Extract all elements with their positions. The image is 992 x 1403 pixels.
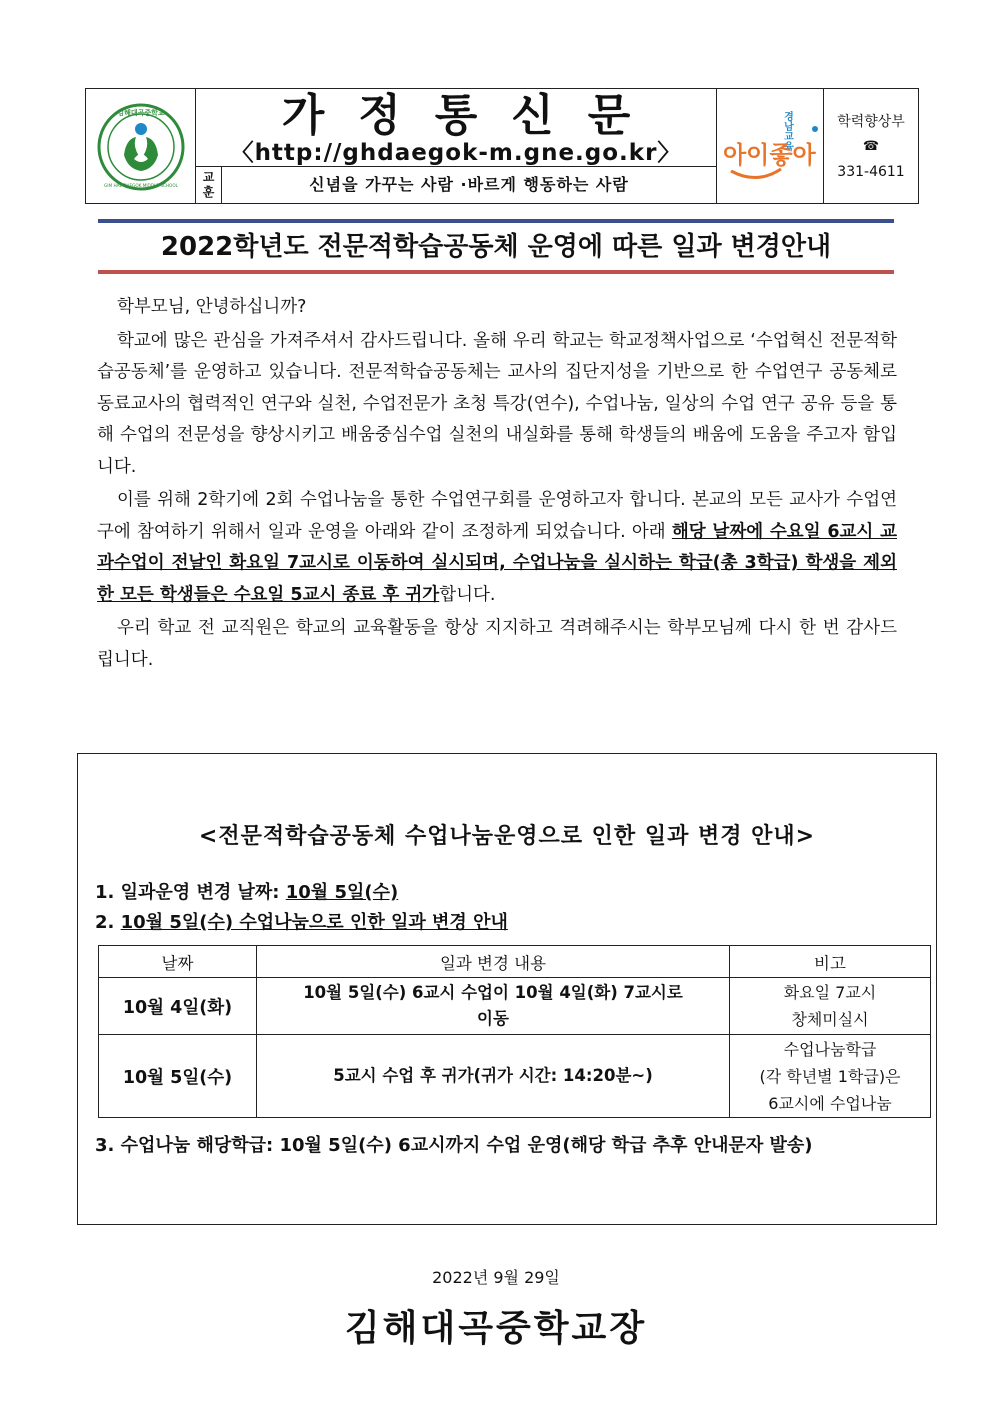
paragraph-3: 우리 학교 전 교직원은 학교의 교육활동을 항상 지지하고 격려해주시는 학부모님께 다시 한 번 감사드립니다. — [97, 618, 897, 670]
motto-label: 교 훈 — [196, 167, 222, 203]
svg-text:김해대곡중학교: 김해대곡중학교 — [117, 109, 165, 117]
department-cell — [824, 89, 918, 203]
brand-logo-cell — [716, 89, 824, 203]
emphasis-text: 해당 날짜에 수요일 6교시 교과수업이 전날인 화요일 7교시로 이동하여 실시되며, 수업나눔을 실시하는 학급(총 3학급) 학생을 제외한 모든 학생들은 수요일 5교시 종료 후 귀가 — [97, 521, 897, 605]
school-emblem-icon — [96, 99, 186, 195]
newsletter-header — [85, 88, 919, 204]
title-band-bottom — [98, 270, 894, 274]
table-row — [99, 1035, 931, 1118]
notice-item-2: 2. 10월 5일(수) 수업나눔으로 인한 일과 변경 안내 — [95, 912, 508, 933]
schedule-table — [98, 945, 931, 1118]
svg-text:경남교육: 경남교육 — [781, 111, 793, 151]
table-cell-note: 수업나눔학급 (각 학년별 1학급)은 6교시에 수업나눔 — [730, 1035, 931, 1118]
column-header: 일과 변경 내용 — [257, 946, 730, 978]
paragraph-1: 학교에 많은 관심을 가져주셔서 감사드립니다. 올해 우리 학교는 학교정책사업으로 ‘수업혁신 전문적학습공동체’를 운영하고 있습니다. 전문적학습공동체는 교사의 집단지성을 기반으로 한 수업연구 공동체로 동료교사의 협력적인 연구와 실천, 수업전문가 초청 특강(연수), 수업나눔, 일상의 수업 연구 공유 등을 통해 수업의 전문성을 향상시키고 배움중심수업 실천의 내실화를 통해 학생들의 배움에 도움을 주고자 함입니다. — [97, 330, 897, 477]
newsletter-title-cell — [196, 89, 716, 167]
table-cell-content: 10월 5일(수) 6교시 수업이 10월 4일(화) 7교시로 이동 — [257, 978, 730, 1035]
issue-date: 2022년 9월 29일 — [432, 1268, 560, 1287]
school-logo-cell — [86, 89, 196, 203]
column-header: 비고 — [730, 946, 931, 978]
table-row — [99, 978, 931, 1035]
notice-item-1: 1. 일과운영 변경 날짜: 10월 5일(수) — [95, 882, 399, 903]
svg-text:GIM HAE DAEGOK MIDDLE SCHOOL: GIM HAE DAEGOK MIDDLE SCHOOL — [104, 183, 178, 188]
school-url[interactable]: 〈http://ghdaegok-m.gne.go.kr〉 — [230, 140, 682, 166]
table-cell-date: 10월 4일(화) — [99, 978, 257, 1035]
paragraph-2: 이를 위해 2학기에 2회 수업나눔을 통한 수업연구회를 운영하고자 합니다. 본교의 모든 교사가 수업연구에 참여하기 위해서 일과 운영을 아래와 같이 조정하게 되었습니다. 아래 해당 날짜에 수요일 6교시 교과수업이 전날인 화요일 7교시로 이동하여 실시되며, 수업나눔을 실시하는 학급(총 3학급) 학생을 제외한 모든 학생들은 수요일 5교시 종료 후 귀가합니다. — [97, 490, 897, 605]
department-name: 학력향상부 — [837, 114, 905, 130]
notice-item-3: 3. 수업나눔 해당학급: 10월 5일(수) 6교시까지 수업 운영(해당 학급 추후 안내문자 발송) — [95, 1135, 813, 1156]
phone-icon: ☎ — [862, 139, 880, 154]
table-cell-content: 5교시 수업 후 귀가(귀가 시간: 14:20분~) — [257, 1035, 730, 1118]
newsletter-title: 가정통신문 — [281, 90, 665, 141]
greeting: 학부모님, 안녕하십니까? — [117, 297, 307, 317]
table-cell-date: 10월 5일(수) — [99, 1035, 257, 1118]
notice-title: <전문적학습공동체 수업나눔운영으로 인한 일과 변경 안내> — [198, 824, 816, 849]
column-header: 날짜 — [99, 946, 257, 978]
phone-number: 331-4611 — [837, 164, 905, 180]
letter-body — [97, 292, 897, 678]
table-cell-note: 화요일 7교시 창체미실시 — [730, 978, 931, 1035]
school-motto: 신념을 가꾸는 사람 ·바르게 행동하는 사람 — [309, 175, 629, 194]
brand-logo-icon — [717, 89, 823, 203]
svg-text:아이좋아: 아이좋아 — [723, 141, 816, 169]
table-header-row — [99, 946, 931, 978]
title-band-top — [98, 219, 894, 223]
schedule-notice-box — [77, 753, 937, 1225]
principal-signature: 김해대곡중학교장 — [344, 1308, 648, 1349]
document-title: 2022학년도 전문적학습공동체 운영에 따른 일과 변경안내 — [160, 232, 832, 262]
